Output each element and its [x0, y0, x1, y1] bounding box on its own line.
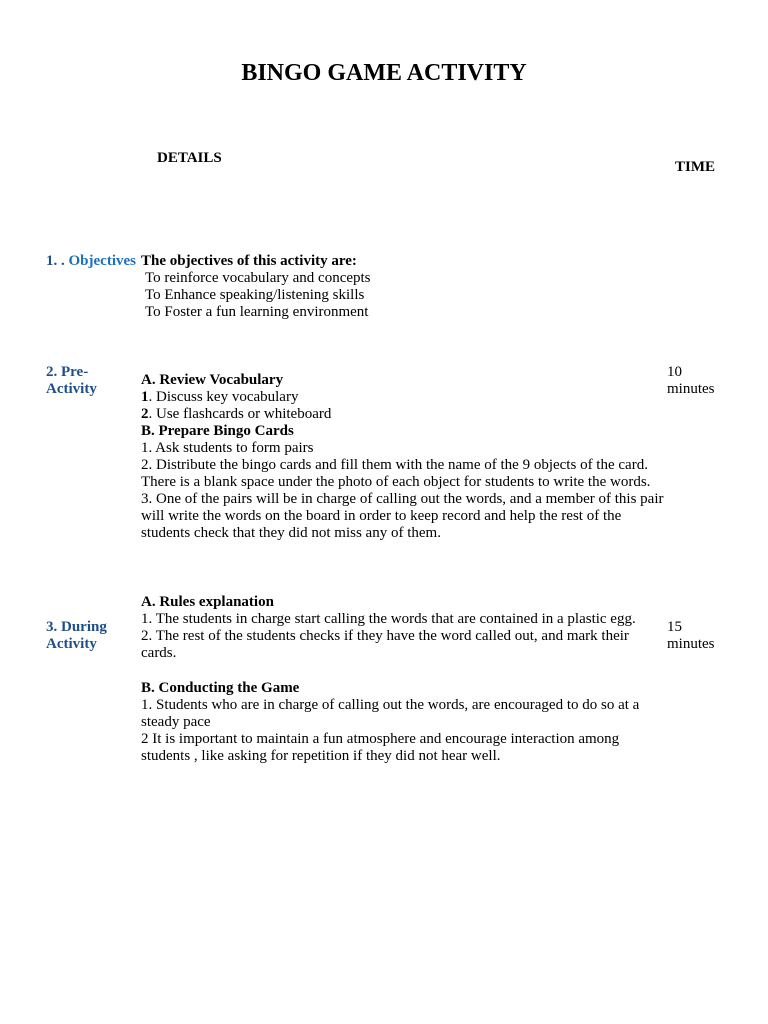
objectives-label: [46, 253, 136, 270]
list-item: 2 It is important to maintain a fun atmosphere and encourage interaction among students , like asking for repetition if they did not hear well.: [141, 731, 620, 764]
pre-activity-time: [667, 364, 715, 398]
objectives-details: [141, 253, 661, 321]
conducting-game-heading: B. Conducting the Game: [141, 680, 300, 696]
pre-activity-time-value: 10: [667, 364, 682, 380]
pre-activity-label-line1: 2. Pre-: [46, 364, 89, 380]
list-item-number: 2: [141, 406, 149, 422]
list-item-text: . Use flashcards or whiteboard: [148, 406, 332, 422]
list-item-number: 1: [141, 389, 149, 405]
during-activity-label-line1: 3. During: [46, 619, 107, 635]
during-activity-time-unit: minutes: [667, 636, 715, 652]
list-item: 1. The students in charge start calling the words that are contained in a plastic egg.: [141, 611, 636, 627]
details-column-header: DETAILS: [157, 150, 222, 166]
objective-item: To Foster a fun learning environment: [145, 304, 369, 320]
list-item: 2. The rest of the students checks if they have the word called out, and mark their cards.: [141, 628, 629, 661]
pre-activity-label: [46, 364, 97, 398]
rules-explanation-heading: A. Rules explanation: [141, 594, 274, 610]
objectives-intro: The objectives of this activity are:: [141, 253, 357, 269]
time-column-header: TIME: [675, 159, 716, 175]
pre-activity-label-line2: Activity: [46, 381, 97, 397]
during-activity-label: [46, 619, 107, 653]
during-activity-label-line2: Activity: [46, 636, 97, 652]
during-activity-time-value: 15: [667, 619, 682, 635]
list-item: [141, 406, 671, 423]
list-item: 1. Ask students to form pairs: [141, 440, 314, 456]
during-activity-time: [667, 619, 715, 653]
list-item: 1. Students who are in charge of calling out the words, are encouraged to do so at a steady pace: [141, 697, 640, 730]
pre-activity-details: [141, 372, 671, 542]
objective-item: To reinforce vocabulary and concepts: [145, 270, 371, 286]
pre-activity-time-unit: minutes: [667, 381, 715, 397]
objectives-label-text: Objectives: [68, 253, 136, 269]
list-item: 2. Distribute the bingo cards and fill them with the name of the 9 objects of the card. There is a blank space under the photo of each object for students to write the words.: [141, 457, 651, 490]
objective-item: To Enhance speaking/listening skills: [145, 287, 365, 303]
list-item: 3. One of the pairs will be in charge of calling out the words, and a member of this pair will write the words on the board in order to keep record and help the rest of the students check that they did not miss any of them.: [141, 491, 664, 541]
page-title: BINGO GAME ACTIVITY: [241, 60, 527, 86]
prepare-bingo-cards-heading: B. Prepare Bingo Cards: [141, 423, 294, 439]
list-item-text: . Discuss key vocabulary: [148, 389, 299, 405]
rules-explanation-details: [141, 594, 666, 662]
conducting-game-details: [141, 680, 666, 765]
review-vocabulary-heading: A. Review Vocabulary: [141, 372, 284, 388]
objectives-label-number: 1. .: [46, 253, 69, 269]
list-item: [141, 389, 671, 406]
